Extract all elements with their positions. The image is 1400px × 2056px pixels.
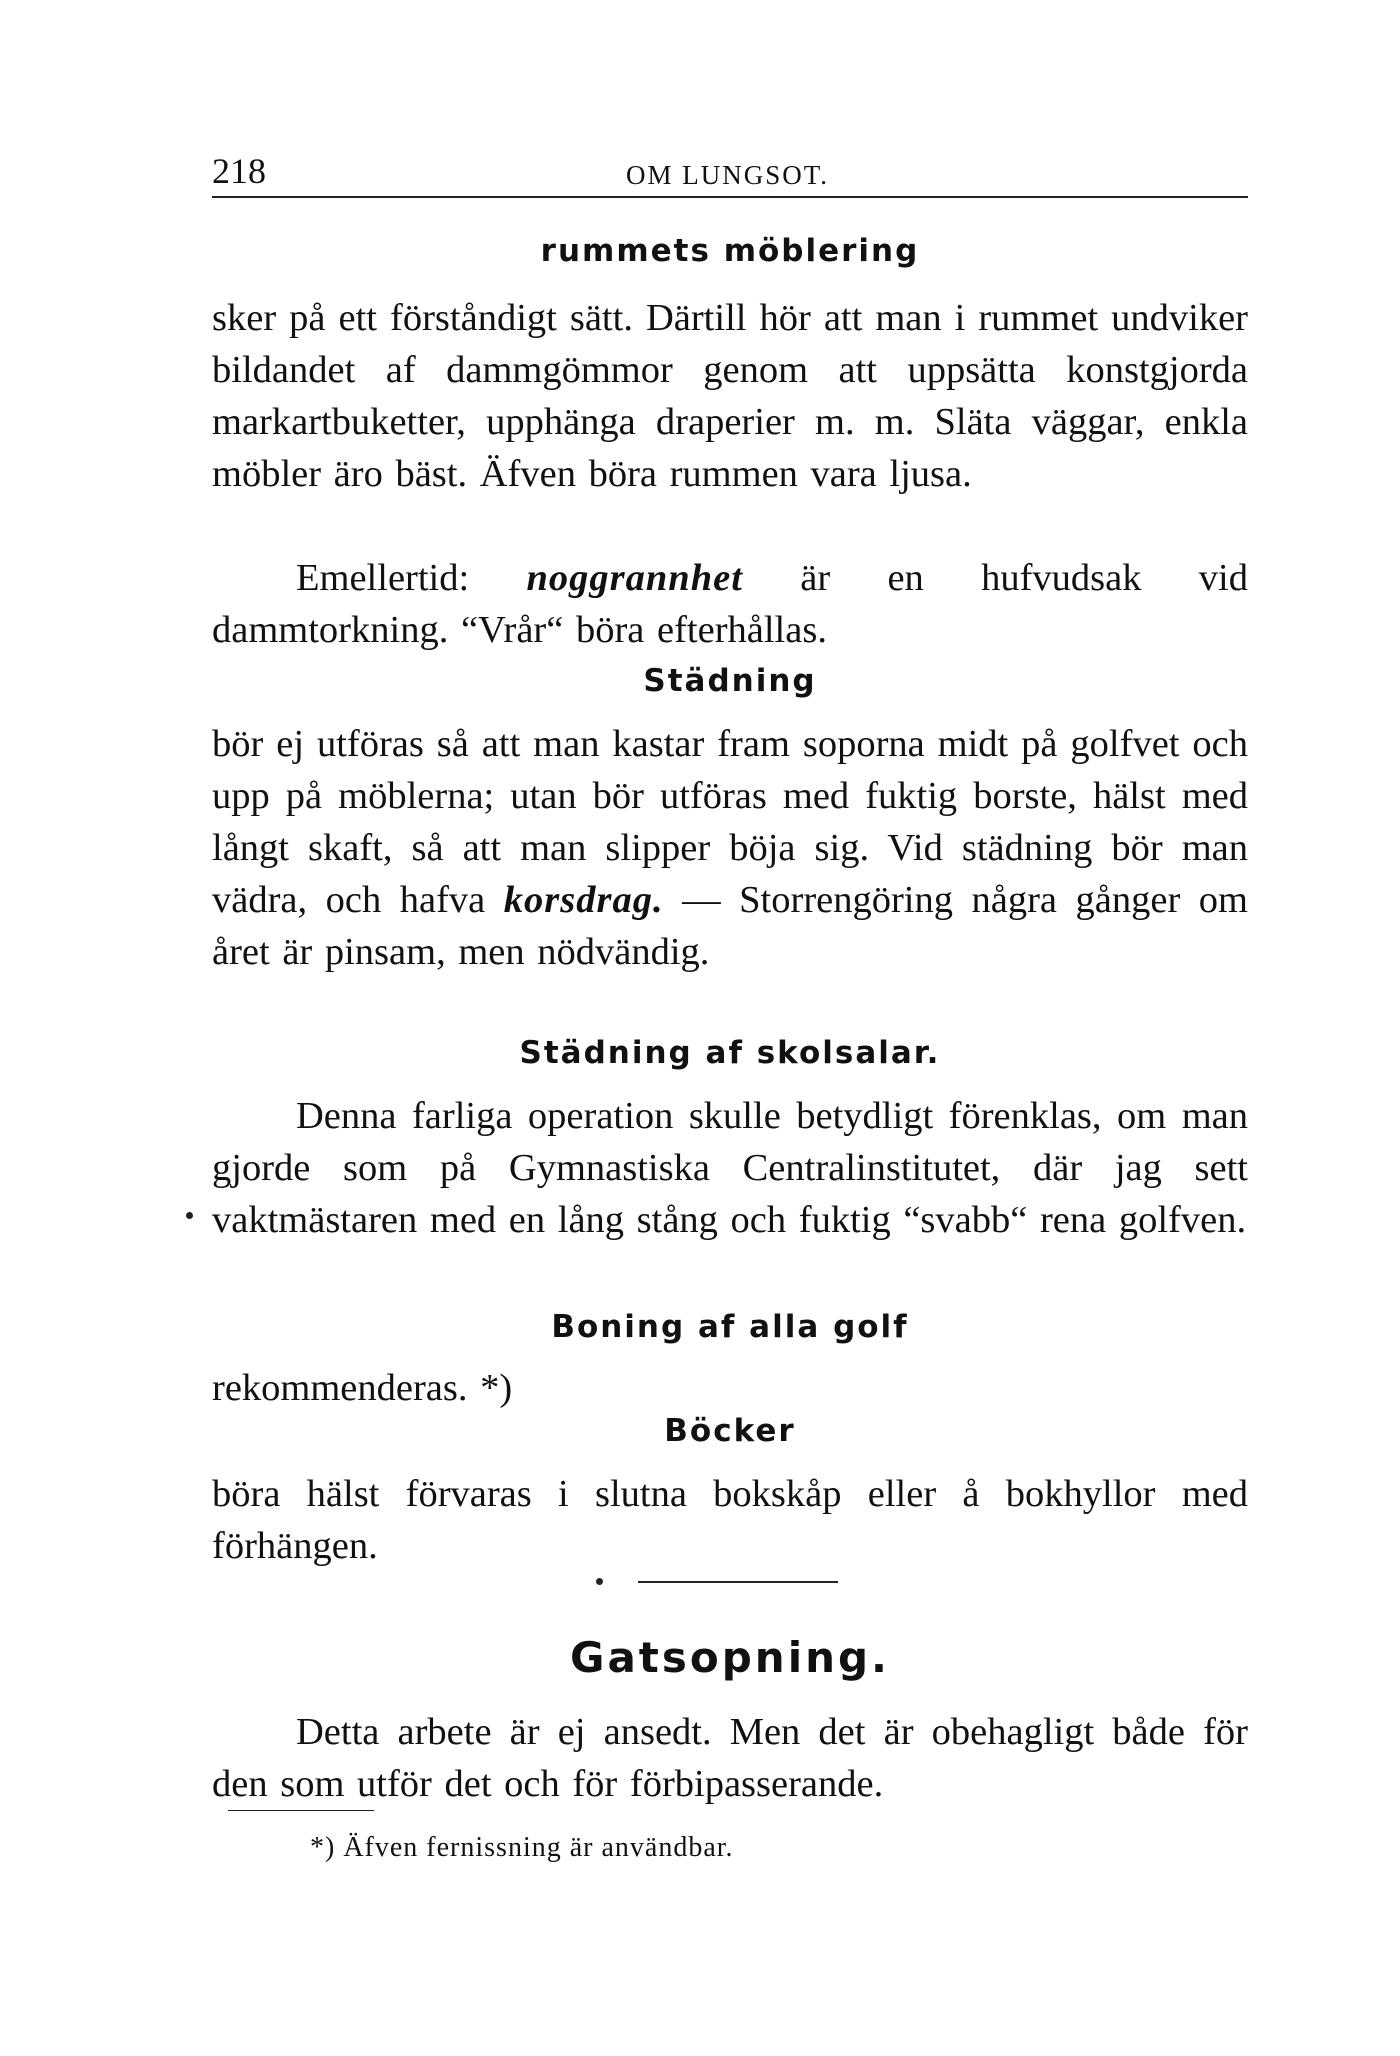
paragraph-bocker: böra hälst förvaras i slutna bokskåp eller å bokhyllor med förhängen. [212,1473,1248,1567]
page-header [212,150,1248,198]
heading-gatsopning: Gatsopning. [569,1633,891,1682]
heading-bocker: Böcker [664,1413,796,1449]
paragraph-boning: rekommenderas. *) [212,1367,513,1409]
paragraph-stadning [212,718,1248,978]
heading-boning: Boning af alla golf [551,1309,909,1345]
page-number: 218 [212,151,266,191]
heading-stadning: Städning [643,663,817,699]
paragraph-emellertid-text-2: är en hufvudsak vid dammtorkning. “Vrår“ böra efterhållas. [212,557,1248,651]
running-title: OM LUNGSOT. [626,160,829,190]
section-divider [638,1581,838,1583]
divider-dot [596,1578,603,1585]
paragraph-stadning-text: bör ej utföras så att man kastar fram soporna midt på golfvet och upp på möblerna; utan bör utföras med fuktig borste, hälst med långt skaft, så att man slipper böja sig. Vid städning bör man vädra, och hafva [212,723,1248,921]
paragraph-emellertid [212,552,1248,656]
footnote: *) Äfven fernissning är användbar. [310,1832,734,1863]
margin-dot [186,1212,193,1219]
heading-rummets-moblering: rummets möblering [540,233,920,269]
paragraph-emellertid-text: Emellertid: [296,557,527,599]
paragraph-stadning-text-2: — Storrengöring några gånger om året är pinsam, men nödvändig. [212,879,1249,973]
emphasis-noggrannhet: noggrannhet [526,557,743,599]
paragraph-rummets-moblering: sker på ett förståndigt sätt. Därtill hör att man i rummet undviker bildandet af dammgömmor genom att uppsätta konstgjorda markartbuketter, upphänga draperier m. m. Släta väggar, enkla möbler äro bäst. Äfven böra rummen vara ljusa. [212,297,1248,495]
paragraph-skolsalar: Denna farliga operation skulle betydligt förenklas, om man gjorde som på Gymnastiska Centralinstitutet, där jag sett vaktmästaren med en lång stång och fuktig “svabb“ rena golfven. [212,1095,1248,1241]
emphasis-korsdrag: korsdrag. [503,879,664,921]
paragraph-gatsopning: Detta arbete är ej ansedt. Men det är obehagligt både för den som utför det och för förbipasserande. [212,1711,1248,1805]
heading-stadning-skolsalar: Städning af skolsalar. [519,1035,941,1071]
footnote-rule [228,1810,374,1811]
